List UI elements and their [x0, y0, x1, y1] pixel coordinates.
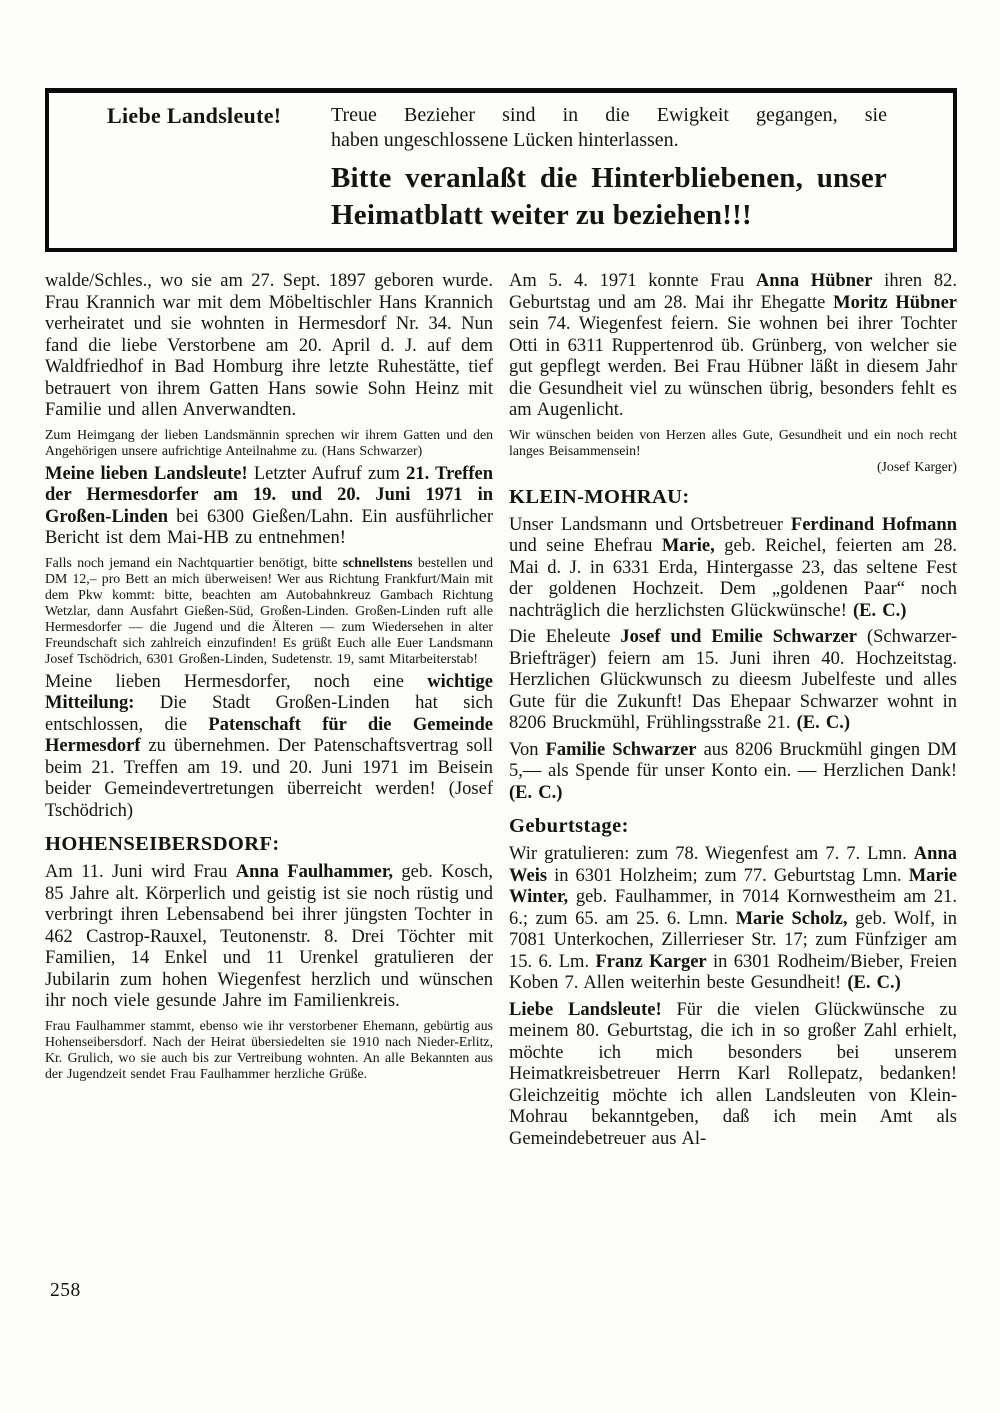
- text-run: Meine lieben Landsleute!: [45, 463, 248, 484]
- section-heading: [509, 814, 957, 838]
- text-run: 21. Treffen der Hermesdorfer am 19. und 20. Juni 1971 in Großen-Linden: [45, 463, 493, 527]
- text-run: (E. C.): [509, 782, 563, 803]
- text-run: Für die vielen Glückwünsche zu meinem 80. Geburtstag, die ich in so großer Zahl erhielt, möchte ich mich besonders bei unserem Heimatkreisbetreuer Herrn Karl Rollepatz, bedanken! Gleichzeitig möchte ich allen Landsleuten von Klein-Mohrau bekanntgeben, daß ich mein Amt als Gemeindebetreuer aus Al-: [509, 999, 957, 1149]
- text-run: in 6301 Rodheim/Bieber, Freien Koben 7. Allen weiterhin beste Gesundheit!: [509, 951, 957, 993]
- paragraph: [509, 271, 957, 422]
- text-run: walde/Schles., wo sie am 27. Sept. 1897 geboren wurde. Frau Krannich war mit dem Möbeltischler Hans Krannich verheiratet und sie wohnten in Hermesdorf Nr. 34. Nun fand die liebe Verstorbene am 20. April d. J. auf dem Waldfriedhof in Bad Homburg ihre letzte Ruhestätte, tief betrauert von ihrem Gatten Hans sowie Sohn Heinz mit Familie und allen Anverwandten.: [45, 271, 493, 420]
- text-run: geb. Faulhammer, in 7014 Kornwestheim am 21. 6.; zum 65. am 25. 6. Lmn.: [509, 887, 957, 929]
- paragraph: [45, 271, 493, 422]
- paragraph: [45, 1018, 493, 1082]
- text-run: Anna Hübner: [755, 271, 873, 291]
- text-run: Die Eheleute: [509, 627, 621, 647]
- text-run: Marie Winter,: [509, 865, 957, 907]
- text-run: KLEIN-MOHRAU:: [509, 485, 690, 508]
- notice-box: [45, 88, 957, 252]
- notice-appeal-line-1: Bitte veranlaßt die Hinterbliebenen, unser: [331, 162, 887, 194]
- section-heading: [45, 832, 493, 856]
- text-run: Am 11. Juni wird Frau: [45, 862, 236, 882]
- paragraph: [45, 862, 493, 1013]
- text-run: Falls noch jemand ein Nachtquartier benötigt, bitte: [45, 554, 343, 570]
- text-run: Anna Weis: [509, 844, 957, 886]
- text-run: Marie Scholz,: [735, 908, 848, 929]
- text-run: in 6301 Holzheim; zum 77. Geburtstag Lmn.: [547, 865, 909, 886]
- text-run: und seine Ehefrau: [509, 536, 662, 556]
- text-run: geb. Reichel, feierten am 28. Mai d. J. in 6331 Erda, Hintergasse 23, das seltene Fest der goldenen Hochzeit. Dem „goldenen Paar“ noch nachträglich die herzlichsten Glückwünsche!: [509, 536, 957, 621]
- text-run: Familie Schwarzer: [545, 739, 697, 760]
- paragraph: [509, 627, 957, 735]
- text-run: (Josef Karger): [876, 458, 957, 474]
- text-run: bestellen und DM 12,– pro Bett an mich überweisen! Wer aus Richtung Frankfurt/Main mit dem Pkw kommt: bitte, beachten am Autobahnkreuz Gambach Richtung Wetzlar, dann Ausfahrt Gießen-Süd, Großen-Linden. Großen-Linden ruft alle Hermesdorfer — die Jugend und die Älteren — zum Wiedersehen in alter Freundschaft sich zahlreich einzufinden! Es grüßt Euch alle Euer Landsmann Josef Tschödrich, 6301 Großen-Linden, Sudetenstr. 19, samt Mitarbeiterstab!: [45, 554, 493, 666]
- notice-appeal-line-2: Heimatblatt weiter zu beziehen!!!: [331, 199, 752, 231]
- text-run: (E. C.): [853, 600, 907, 621]
- text-run: Marie,: [661, 536, 715, 556]
- text-run: Patenschaft für die Gemeinde Hermesdorf: [45, 714, 493, 756]
- text-run: Geburtstage:: [509, 815, 629, 837]
- left-column: [45, 271, 493, 1155]
- paragraph: [509, 1000, 957, 1151]
- text-run: zu übernehmen. Der Patenschaftsvertrag soll beim 21. Treffen am 19. und 20. Juni 1971 im Beisein beider Gemeindevertretungen überreicht werden! (Josef Tschödrich): [45, 736, 493, 821]
- text-run: geb. Wolf, in 7081 Unterkochen, Zillerrieser Str. 17; zum Fünfziger am 15. 6. Lm.: [509, 908, 957, 972]
- text-run: aus 8206 Bruckmühl gingen DM 5,— als Spende für unser Konto ein. — Herzlichen Dank!: [509, 739, 957, 781]
- text-run: geb. Kosch, 85 Jahre alt. Körperlich und geistig ist sie noch rüstig und verbringt ihren Lebensabend bei ihrer jüngsten Tochter in 462 Castrop-Rauxel, Teutonenstr. 8. Drei Töchter mit Familien, 14 Enkel und 11 Urenkel gratulieren der Jubilarin zum hohen Wiegenfest herzlich und wünschen ihr noch viele gesunde Jahre im Familienkreis.: [45, 862, 493, 1011]
- paragraph: [509, 459, 957, 475]
- text-run: Von: [509, 739, 546, 760]
- paragraph: [45, 555, 493, 667]
- text-run: Unser Landsmann und Ortsbetreuer: [509, 514, 791, 535]
- text-run: (E. C.): [847, 973, 901, 993]
- text-run: Josef und Emilie Schwarzer: [620, 627, 857, 647]
- page-number: 258: [50, 1280, 81, 1301]
- paragraph: [509, 515, 957, 623]
- text-run: Ferdinand Hofmann: [790, 514, 957, 535]
- section-heading: [509, 485, 957, 509]
- text-run: HOHENSEIBERSDORF:: [45, 833, 280, 855]
- paragraph: [509, 427, 957, 459]
- text-run: Frau Faulhammer stammt, ebenso wie ihr verstorbener Ehemann, gebürtig aus Hohenseibersdorf. Nach der Heirat übersiedelten sie 1910 nach Nieder-Erlitz, Kr. Grulich, wo sie auch bis zur Vertreibung wohnten. An alle Bekannten aus der Jugendzeit sendet Frau Faulhammer herzliche Grüße.: [45, 1017, 493, 1081]
- text-run: Zum Heimgang der lieben Landsmännin sprechen wir ihrem Gatten und den Angehörigen unsere aufrichtige Anteilnahme zu. (Hans Schwarzer): [45, 426, 493, 458]
- notice-intro-line-2: haben ungeschlossene Lücken hinterlassen.: [331, 129, 679, 151]
- text-run: bei 6300 Gießen/Lahn. Ein ausführlicher Bericht ist dem Mai-HB zu entnehmen!: [45, 506, 493, 548]
- text-run: schnellstens: [342, 554, 413, 570]
- text-run: Franz Karger: [595, 951, 707, 972]
- paragraph: [45, 427, 493, 459]
- text-run: Moritz Hübner: [833, 292, 957, 313]
- notice-content: [331, 103, 887, 234]
- text-run: (E. C.): [796, 713, 850, 733]
- text-run: Wir gratulieren: zum 78. Wiegenfest am 7. 7. Lmn.: [509, 844, 914, 864]
- paragraph: [509, 740, 957, 805]
- right-column: [509, 271, 957, 1155]
- text-run: Liebe Landsleute!: [509, 999, 662, 1020]
- text-run: sein 74. Wiegenfest feiern. Sie wohnen bei ihrer Tochter Otti in 6311 Ruppertenrod üb. Grünberg, von welcher sie gut gepflegt werden. Bei Frau Hübner läßt in diesem Jahr die Gesundheit viel zu wünschen übrig, besonders fehlt es am Augenlicht.: [509, 314, 957, 420]
- two-column-layout: [45, 271, 957, 1155]
- text-run: Meine lieben Hermesdorfer, noch eine: [45, 671, 428, 692]
- text-run: Am 5. 4. 1971 konnte Frau: [509, 271, 756, 291]
- paragraph: [45, 464, 493, 550]
- text-run: Die Stadt Großen-Linden hat sich entschlossen, die: [45, 693, 493, 735]
- notice-title: Liebe Landsleute!: [107, 103, 282, 128]
- paragraph: [509, 844, 957, 995]
- text-run: Anna Faulhammer,: [235, 862, 393, 882]
- paragraph: [45, 672, 493, 823]
- text-run: (Schwarzer-Briefträger) feiern am 15. Juni ihren 40. Hochzeitstag. Herzlichen Glückwunsch zu dieesm Jubelfeste und alles Gute für die Zukunft! Das Ehepaar Schwarzer wohnt in 8206 Bruckmühl, Frühlingsstraße 21.: [509, 627, 957, 733]
- text-run: Wir wünschen beiden von Herzen alles Gute, Gesundheit und ein noch recht langes Beisammensein!: [509, 426, 957, 458]
- text-run: ihren 82. Geburtstag und am 28. Mai ihr Ehegatte: [509, 271, 958, 313]
- text-run: wichtige Mitteilung:: [45, 671, 493, 713]
- text-run: Letzter Aufruf zum: [247, 463, 407, 484]
- notice-intro-line-1: Treue Bezieher sind in die Ewigkeit gegangen, sie: [331, 104, 887, 126]
